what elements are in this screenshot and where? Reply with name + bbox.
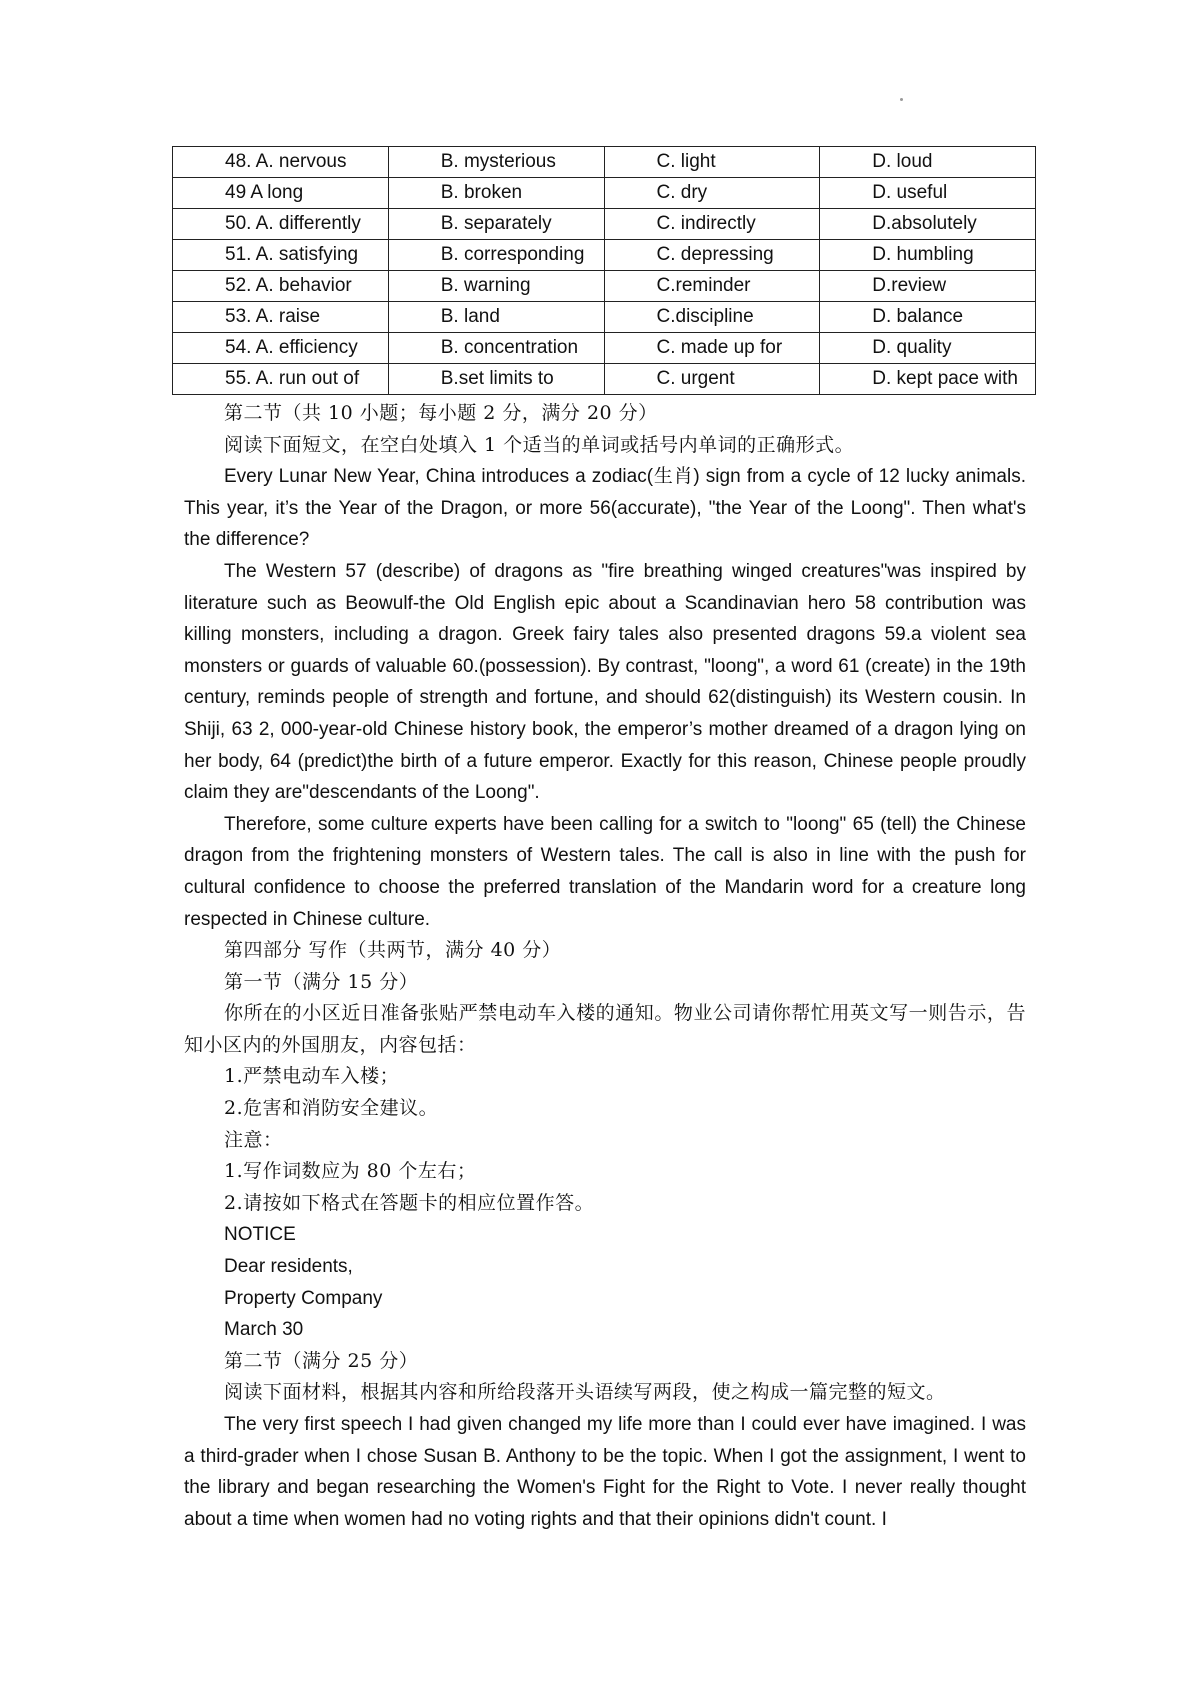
option-cell: C. depressing [604,240,820,271]
format-signature: Property Company [224,1287,383,1309]
option-cell: 49 A long [173,178,389,209]
option-cell: C.discipline [604,302,820,333]
passage-paragraph: Therefore, some culture experts have been calling for a switch to "loong" 65 (tell) the Chinese dragon from the frightening monsters of Western tales. The call is also in line with the push for cultural confidence to choose the preferred translation of the Mandarin word for a creature long respected in Chinese culture. [184,813,1026,930]
option-cell: C. made up for [604,333,820,364]
note-item: 2.请按如下格式在答题卡的相应位置作答。 [224,1191,595,1214]
option-cell: 54. A. efficiency [173,333,389,364]
option-cell: B. corresponding [388,240,604,271]
format-date: March 30 [224,1319,304,1341]
option-cell: D.absolutely [820,209,1036,240]
option-cell: D. useful [820,178,1036,209]
option-cell: 51. A. satisfying [173,240,389,271]
option-cell: D. loud [820,147,1036,178]
option-cell: B. warning [388,271,604,302]
option-row [173,178,1036,209]
part4-section2-prompt: 阅读下面材料，根据其内容和所给段落开头语续写两段，使之构成一篇完整的短文。 [224,1381,946,1404]
option-cell: C. indirectly [604,209,820,240]
requirement-item: 2.危害和消防安全建议。 [224,1097,439,1120]
part4-section2-heading: 第二节（满分 25 分） [224,1349,419,1372]
option-cell: D. balance [820,302,1036,333]
option-cell: B. separately [388,209,604,240]
option-row [173,240,1036,271]
option-cell: B. land [388,302,604,333]
section2-heading: 第二节（共 10 小题；每小题 2 分，满分 20 分） [224,402,658,424]
option-row [173,364,1036,395]
option-cell: B. mysterious [388,147,604,178]
option-cell: D.review [820,271,1036,302]
option-row [173,302,1036,333]
option-cell: B.set limits to [388,364,604,395]
option-cell: C. dry [604,178,820,209]
format-greeting: Dear residents, [224,1256,353,1278]
option-cell: 55. A. run out of [173,364,389,395]
option-row [173,271,1036,302]
section2-instruction: 阅读下面短文，在空白处填入 1 个适当的单词或括号内单词的正确形式。 [224,433,855,456]
scan-dot [900,98,903,101]
exam-page [172,146,1036,1535]
option-cell: D. humbling [820,240,1036,271]
part4-heading: 第四部分 写作（共两节，满分 40 分） [224,939,562,962]
options-table [172,146,1036,395]
page-body [172,398,1026,1535]
format-notice: NOTICE [224,1224,296,1246]
note-label: 注意： [224,1128,283,1151]
option-cell: C.reminder [604,271,820,302]
option-row [173,209,1036,240]
option-row [173,147,1036,178]
passage-paragraph: Every Lunar New Year, China introduces a zodiac(生肖) sign from a cycle of 12 lucky animals. This year, it’s the Year of the Dragon, or more 56(accurate), "the Year of the Loong". Then what's the difference? [184,466,1026,551]
note-item: 1.写作词数应为 80 个左右； [224,1160,477,1183]
option-cell: B. concentration [388,333,604,364]
part4-section1-heading: 第一节（满分 15 分） [224,970,419,993]
option-cell: 48. A. nervous [173,147,389,178]
option-row [173,333,1036,364]
option-cell: 50. A. differently [173,209,389,240]
option-cell: D. kept pace with [820,364,1036,395]
requirement-item: 1.严禁电动车入楼； [224,1065,400,1088]
option-cell: B. broken [388,178,604,209]
option-cell: 53. A. raise [173,302,389,333]
option-cell: D. quality [820,333,1036,364]
part4-section1-prompt: 你所在的小区近日准备张贴严禁电动车入楼的通知。物业公司请你帮忙用英文写一则告示，告知小区内的外国朋友，内容包括： [184,1002,1026,1056]
option-cell: C. light [604,147,820,178]
passage-paragraph: The Western 57 (describe) of dragons as "fire breathing winged creatures"was inspired by literature such as Beowulf-the Old English epic about a Scandinavian hero 58 contribution was killing monsters, including a dragon. Greek fairy tales also presented dragons 59.a violent sea monsters or guards of valuable 60.(possession). By contrast, "loong", a word 61 (create) in the 19th century, reminds people of strength and fortune, and should 62(distinguish) its Western cousin. In Shiji, 63 2, 000-year-old Chinese history book, the emperor’s mother dreamed of a dragon lying on her body, 64 (predict)the birth of a future emperor. Exactly for this reason, Chinese people proudly claim they are"descendants of the Loong". [184,560,1026,804]
story-paragraph: The very first speech I had given changed my life more than I could ever have imagined. I was a third-grader when I chose Susan B. Anthony to be the topic. When I got the assignment, I went to the library and began researching the Women's Fight for the Right to Vote. I never really thought about a time when women had no voting rights and that their opinions didn't count. I [184,1414,1026,1530]
option-cell: C. urgent [604,364,820,395]
option-cell: 52. A. behavior [173,271,389,302]
